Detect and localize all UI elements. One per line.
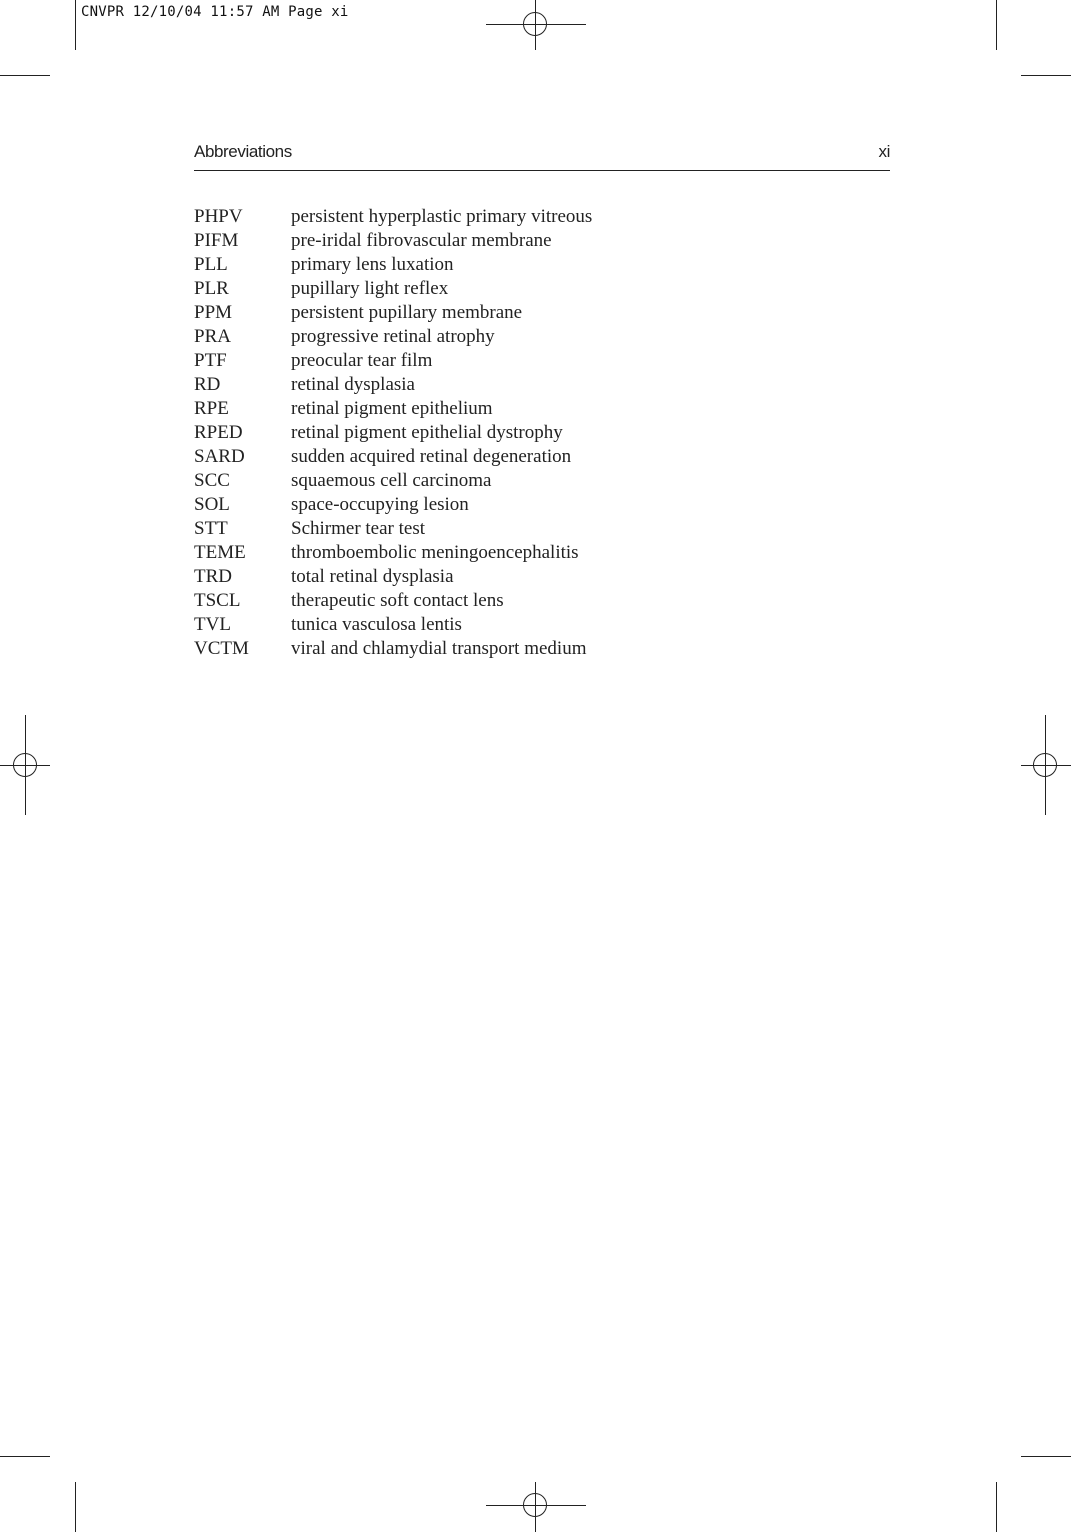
abbreviation-row: [194, 637, 592, 661]
abbreviation-term: RPED: [194, 422, 243, 443]
abbreviation-row: [194, 301, 592, 325]
abbreviation-definition: persistent pupillary membrane: [291, 302, 523, 323]
abbreviation-definition: retinal dysplasia: [291, 374, 415, 395]
abbreviation-term: SOL: [194, 494, 230, 515]
abbreviation-definition: preocular tear film: [291, 350, 433, 371]
abbreviation-term: TSCL: [194, 590, 241, 611]
abbreviation-term: VCTM: [194, 638, 249, 659]
abbreviation-term: PLR: [194, 278, 229, 299]
abbreviation-row: [194, 397, 592, 421]
abbreviation-definition: pre-iridal fibrovascular membrane: [291, 230, 552, 251]
abbreviation-definition: primary lens luxation: [291, 254, 454, 275]
abbreviation-row: [194, 469, 592, 493]
abbreviation-row: [194, 277, 592, 301]
abbreviation-definition: retinal pigment epithelial dystrophy: [291, 422, 563, 443]
abbreviation-term: SARD: [194, 446, 245, 467]
abbreviation-definition: space-occupying lesion: [291, 494, 469, 515]
crop-mark-top-right-horizontal: [1021, 75, 1071, 76]
abbreviation-row: [194, 613, 592, 637]
page-number: xi: [878, 142, 890, 161]
abbreviation-term: SCC: [194, 470, 230, 491]
abbreviation-term: PIFM: [194, 230, 239, 251]
abbreviation-row: [194, 205, 592, 229]
abbreviation-definition: viral and chlamydial transport medium: [291, 638, 587, 659]
abbreviation-row: [194, 565, 592, 589]
crop-mark-bottom-right-vertical: [996, 1482, 997, 1532]
abbreviation-definition: progressive retinal atrophy: [291, 326, 495, 347]
crop-mark-top-left-vertical: [75, 0, 76, 50]
crop-mark-bottom-right-horizontal: [1021, 1456, 1071, 1457]
abbreviation-row: [194, 541, 592, 565]
abbreviation-definition: pupillary light reflex: [291, 278, 449, 299]
abbreviation-term: PHPV: [194, 206, 243, 227]
abbreviation-row: [194, 517, 592, 541]
abbreviation-definition: thromboembolic meningoencephalitis: [291, 542, 579, 563]
abbreviation-term: TVL: [194, 614, 231, 635]
abbreviation-row: [194, 373, 592, 397]
abbreviation-row: [194, 253, 592, 277]
abbreviation-list: [194, 205, 592, 661]
abbreviation-row: [194, 325, 592, 349]
abbreviation-definition: tunica vasculosa lentis: [291, 614, 462, 635]
abbreviation-definition: persistent hyperplastic primary vitreous: [291, 206, 593, 227]
abbreviation-definition: squaemous cell carcinoma: [291, 470, 492, 491]
crop-mark-bottom-left-vertical: [75, 1482, 76, 1532]
abbreviation-definition: Schirmer tear test: [291, 518, 426, 539]
abbreviation-term: TEME: [194, 542, 246, 563]
header-rule: [194, 170, 890, 171]
abbreviation-term: PPM: [194, 302, 233, 323]
crop-mark-top-right-vertical: [996, 0, 997, 50]
abbreviation-row: [194, 421, 592, 445]
abbreviation-definition: total retinal dysplasia: [291, 566, 454, 587]
abbreviation-term: PRA: [194, 326, 231, 347]
abbreviation-term: STT: [194, 518, 228, 539]
print-slug: CNVPR 12/10/04 11:57 AM Page xi: [81, 4, 349, 20]
crop-mark-bottom-left-horizontal: [0, 1456, 50, 1457]
running-head-title: Abbreviations: [194, 142, 292, 161]
abbreviation-row: [194, 229, 592, 253]
abbreviation-row: [194, 349, 592, 373]
abbreviation-row: [194, 589, 592, 613]
abbreviation-definition: therapeutic soft contact lens: [291, 590, 504, 611]
abbreviation-term: RD: [194, 374, 221, 395]
abbreviation-definition: sudden acquired retinal degeneration: [291, 446, 572, 467]
abbreviation-term: PLL: [194, 254, 228, 275]
abbreviation-term: PTF: [194, 350, 227, 371]
abbreviation-row: [194, 445, 592, 469]
crop-mark-top-left-horizontal: [0, 75, 50, 76]
abbreviation-definition: retinal pigment epithelium: [291, 398, 493, 419]
abbreviation-row: [194, 493, 592, 517]
abbreviation-term: TRD: [194, 566, 232, 587]
abbreviation-term: RPE: [194, 398, 229, 419]
